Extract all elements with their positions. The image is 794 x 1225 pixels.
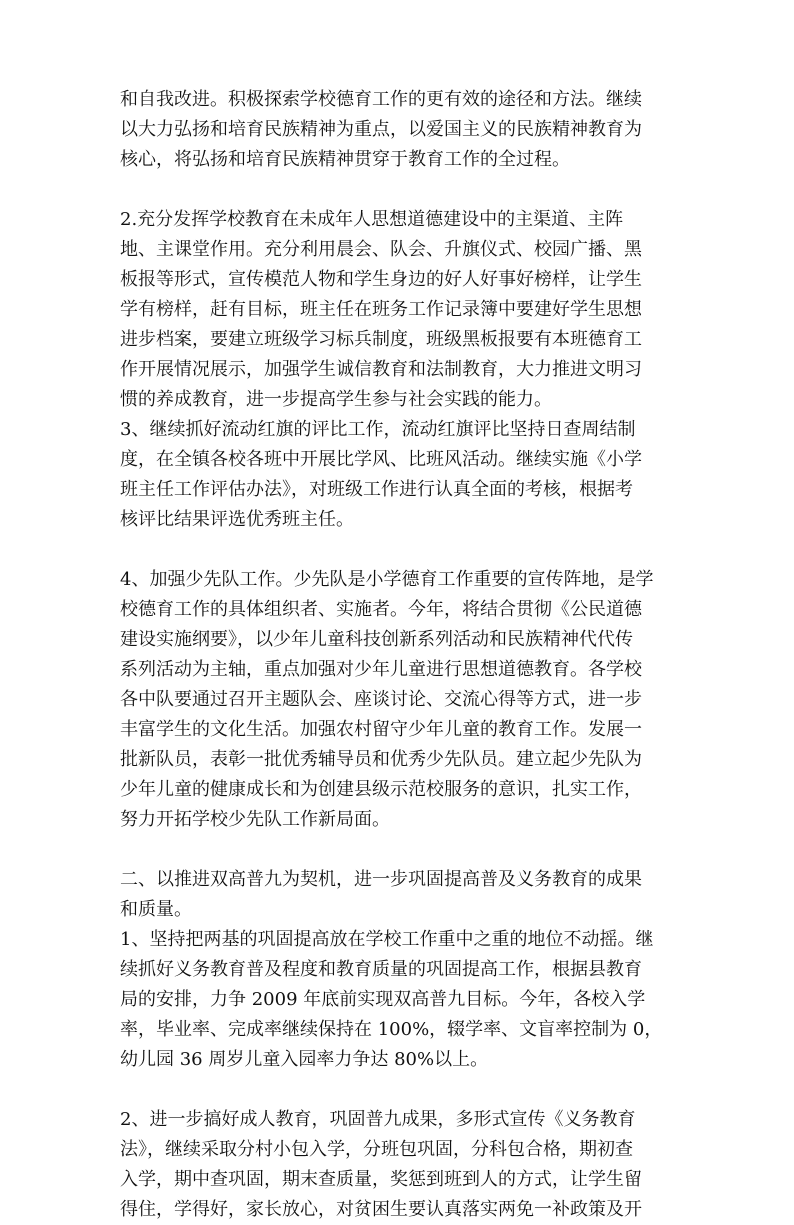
text-line: 板报等形式，宣传模范人物和学生身边的好人好事好榜样，让学生 (120, 269, 642, 290)
section-heading-line: 和质量。 (120, 899, 192, 920)
text-line: 度，在全镇各校各班中开展比学风、比班风活动。继续实施《小学 (120, 449, 642, 470)
text-line: 作开展情况展示，加强学生诚信教育和法制教育，大力推进文明习 (120, 359, 642, 380)
text-line: 得住，学得好，家长放心，对贫困生要认真落实两免一补政策及开 (120, 1199, 642, 1220)
paragraph-gap (120, 1075, 676, 1105)
text-line: 续抓好义务教育普及程度和教育质量的巩固提高工作，根据县教育 (120, 959, 642, 980)
paragraph-item-2 (120, 205, 676, 415)
text-line: 2.充分发挥学校教育在未成年人思想道德建设中的主渠道、主阵 (120, 209, 624, 230)
text-line: 学有榜样，赶有目标，班主任在班务工作记录簿中要建好学生思想 (120, 299, 642, 320)
text-line: 丰富学生的文化生活。加强农村留守少年儿童的教育工作。发展一 (120, 719, 642, 740)
text-line: 核评比结果评选优秀班主任。 (120, 509, 354, 530)
paragraph-section-2 (120, 865, 676, 1075)
paragraph-gap (120, 175, 676, 205)
text-line: 率，毕业率、完成率继续保持在 100%，辍学率、文盲率控制为 0， (120, 1019, 663, 1040)
section-heading-line: 二、以推进双高普九为契机，进一步巩固提高普及义务教育的成果 (120, 869, 642, 890)
text-line: 1、坚持把两基的巩固提高放在学校工作重中之重的地位不动摇。继 (120, 929, 654, 950)
text-line: 3、继续抓好流动红旗的评比工作，流动红旗评比坚持日查周结制 (120, 419, 636, 440)
text-line: 进步档案，要建立班级学习标兵制度，班级黑板报要有本班德育工 (120, 329, 642, 350)
text-line: 班主任工作评估办法》，对班级工作进行认真全面的考核，根据考 (120, 479, 633, 500)
text-line: 批新队员，表彰一批优秀辅导员和优秀少先队员。建立起少先队为 (120, 749, 642, 770)
text-line: 和自我改进。积极探索学校德育工作的更有效的途径和方法。继续 (120, 89, 642, 110)
text-line: 核心，将弘扬和培育民族精神贯穿于教育工作的全过程。 (120, 149, 570, 170)
text-line: 各中队要通过召开主题队会、座谈讨论、交流心得等方式，进一步 (120, 689, 642, 710)
text-line: 建设实施纲要》，以少年儿童科技创新系列活动和民族精神代代传 (120, 629, 633, 650)
text-line: 入学，期中查巩固，期末查质量，奖惩到班到人的方式，让学生留 (120, 1169, 642, 1190)
paragraph-item-4 (120, 565, 676, 835)
paragraph-gap (120, 835, 676, 865)
text-line: 4、加强少先队工作。少先队是小学德育工作重要的宣传阵地，是学 (120, 569, 654, 590)
text-line: 系列活动为主轴，重点加强对少年儿童进行思想道德教育。各学校 (120, 659, 642, 680)
text-line: 法》，继续采取分村小包入学，分班包巩固，分科包合格，期初查 (120, 1139, 633, 1160)
paragraph-intro (120, 85, 676, 175)
text-line: 地、主课堂作用。充分利用晨会、队会、升旗仪式、校园广播、黑 (120, 239, 642, 260)
paragraph-item-3 (120, 415, 676, 535)
paragraph-gap (120, 535, 676, 565)
text-line: 校德育工作的具体组织者、实施者。今年，将结合贯彻《公民道德 (120, 599, 642, 620)
text-line: 2、进一步搞好成人教育，巩固普九成果，多形式宣传《义务教育 (120, 1109, 636, 1130)
text-line: 幼儿园 36 周岁儿童入园率力争达 80%以上。 (120, 1049, 489, 1070)
paragraph-section-2-item-2 (120, 1105, 676, 1225)
document-page (120, 85, 676, 1225)
text-line: 少年儿童的健康成长和为创建县级示范校服务的意识，扎实工作， (120, 779, 642, 800)
text-line: 以大力弘扬和培育民族精神为重点，以爱国主义的民族精神教育为 (120, 119, 642, 140)
text-line: 努力开拓学校少先队工作新局面。 (120, 809, 390, 830)
text-line: 局的安排，力争 2009 年底前实现双高普九目标。今年，各校入学 (120, 989, 646, 1010)
text-line: 惯的养成教育，进一步提高学生参与社会实践的能力。 (120, 389, 552, 410)
